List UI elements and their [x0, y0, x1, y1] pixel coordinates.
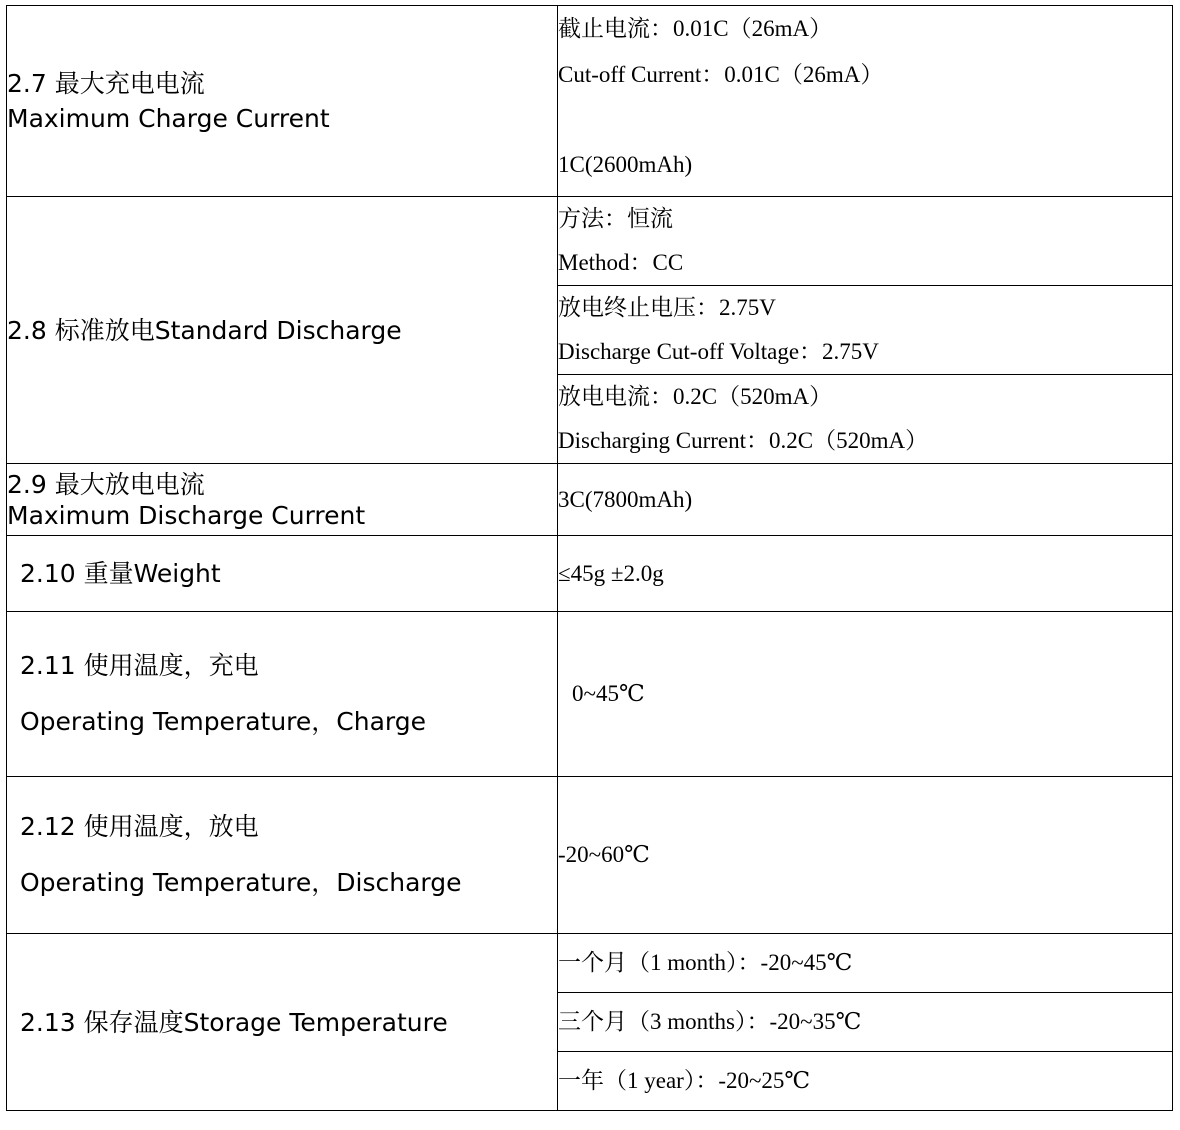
value-line: 1C(2600mAh) — [558, 152, 693, 177]
table-row — [7, 197, 1173, 286]
value-line: -20~60℃ — [558, 842, 650, 867]
spec-table — [6, 5, 1173, 1111]
value-cell — [558, 993, 1173, 1052]
value-cell — [558, 286, 1173, 375]
value-cell — [558, 197, 1173, 286]
table-row — [7, 536, 1173, 612]
param-cell — [7, 777, 558, 934]
table-row — [7, 934, 1173, 993]
param-cell — [7, 934, 558, 1111]
spacer — [558, 98, 1172, 142]
value-cell — [558, 934, 1173, 993]
value-cell — [558, 777, 1173, 934]
param-label: 2.10 重量Weight — [20, 559, 221, 588]
param-cell — [7, 197, 558, 464]
value-line: 三个月（3 months）：-20~35℃ — [558, 1009, 862, 1034]
param-cell — [7, 464, 558, 536]
value-line-zh: 放电电流：0.2C（520mA） — [558, 384, 833, 409]
value-line-zh: 方法：恒流 — [558, 206, 673, 231]
table-row — [7, 612, 1173, 777]
value-cell — [558, 464, 1173, 536]
param-label-en: Operating Temperature，Charge — [20, 707, 427, 736]
value-cell — [558, 612, 1173, 777]
param-label-zh: 2.9 最大放电电流 — [7, 469, 205, 499]
param-label: 2.13 保存温度Storage Temperature — [20, 1007, 448, 1037]
param-cell — [7, 536, 558, 612]
value-line: 一年（1 year）：-20~25℃ — [558, 1068, 811, 1093]
param-label-zh: 2.7 最大充电电流 — [7, 69, 205, 98]
value-line: 一个月（1 month）：-20~45℃ — [558, 950, 853, 975]
param-label-zh: 2.11 使用温度，充电 — [20, 651, 259, 680]
value-line: 截止电流：0.01C（26mA） — [558, 16, 833, 41]
value-line-en: Discharging Current：0.2C（520mA） — [558, 428, 929, 453]
value-line-en: Discharge Cut-off Voltage：2.75V — [558, 339, 879, 364]
param-label-en: Maximum Discharge Current — [7, 500, 366, 530]
value-cell — [558, 6, 1173, 197]
value-line: ≤45g ±2.0g — [558, 560, 664, 586]
value-line: 3C(7800mAh) — [558, 486, 693, 512]
param-label: 2.8 标准放电Standard Discharge — [7, 315, 402, 345]
param-label-en: Maximum Charge Current — [7, 104, 330, 133]
table-row — [7, 464, 1173, 536]
value-line-en: Method：CC — [558, 250, 684, 275]
value-line-zh: 放电终止电压：2.75V — [558, 295, 776, 320]
value-cell — [558, 375, 1173, 464]
value-line: Cut-off Current：0.01C（26mA） — [558, 62, 884, 87]
table-row — [7, 6, 1173, 197]
param-cell — [7, 612, 558, 777]
value-cell — [558, 536, 1173, 612]
param-label-en: Operating Temperature，Discharge — [20, 868, 462, 897]
table-row — [7, 777, 1173, 934]
value-cell — [558, 1052, 1173, 1111]
param-cell — [7, 6, 558, 197]
value-line: 0~45℃ — [572, 681, 645, 706]
param-label-zh: 2.12 使用温度，放电 — [20, 812, 259, 841]
